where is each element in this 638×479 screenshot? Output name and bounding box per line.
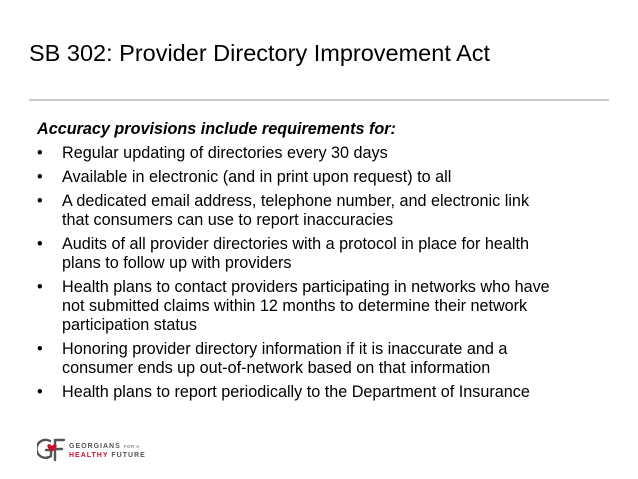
logo-line1: GEORGIANS	[69, 443, 121, 450]
bullet-marker: •	[37, 168, 43, 186]
bullet-list	[37, 144, 617, 402]
ghf-logo-icon	[37, 436, 67, 464]
bullet-text: Honoring provider directory information if it is inaccurate and a consumer ends up out-of-network based on that information	[62, 340, 508, 377]
bullet-text: Available in electronic (and in print upon request) to all	[62, 168, 452, 186]
bullet-text: Health plans to report periodically to the Department of Insurance	[62, 383, 530, 401]
bullet-marker: •	[37, 383, 43, 401]
title-divider	[29, 99, 609, 101]
bullet-item	[37, 235, 617, 273]
bullet-marker: •	[37, 278, 43, 296]
bullet-item	[37, 383, 617, 402]
bullet-item	[37, 168, 617, 187]
logo-line2-b: FUTURE	[111, 452, 146, 459]
georgians-for-a-healthy-future-logo	[37, 436, 177, 464]
bullet-marker: •	[37, 192, 43, 210]
bullet-text: Audits of all provider directories with a protocol in place for health plans to follow up with providers	[62, 235, 529, 272]
logo-line2-a: HEALTHY	[69, 452, 109, 459]
bullet-item	[37, 192, 617, 230]
logo-wordmark	[69, 442, 146, 460]
bullet-item	[37, 144, 617, 163]
slide-body	[37, 120, 617, 402]
bullet-text: Regular updating of directories every 30 days	[62, 144, 388, 162]
bullet-marker: •	[37, 144, 43, 162]
bullet-text: Health plans to contact providers participating in networks who have not submitted claims within 12 months to determine their network participation status	[62, 278, 550, 334]
logo-line1-small: FOR A	[123, 444, 140, 449]
bullet-marker: •	[37, 235, 43, 253]
bullet-item	[37, 340, 617, 378]
bullet-marker: •	[37, 340, 43, 358]
slide-title: SB 302: Provider Directory Improvement Act	[29, 40, 491, 66]
lead-text: Accuracy provisions include requirements for:	[37, 120, 396, 138]
bullet-item	[37, 278, 617, 335]
bullet-text: A dedicated email address, telephone number, and electronic link that consumers can use to report inaccuracies	[62, 192, 530, 229]
